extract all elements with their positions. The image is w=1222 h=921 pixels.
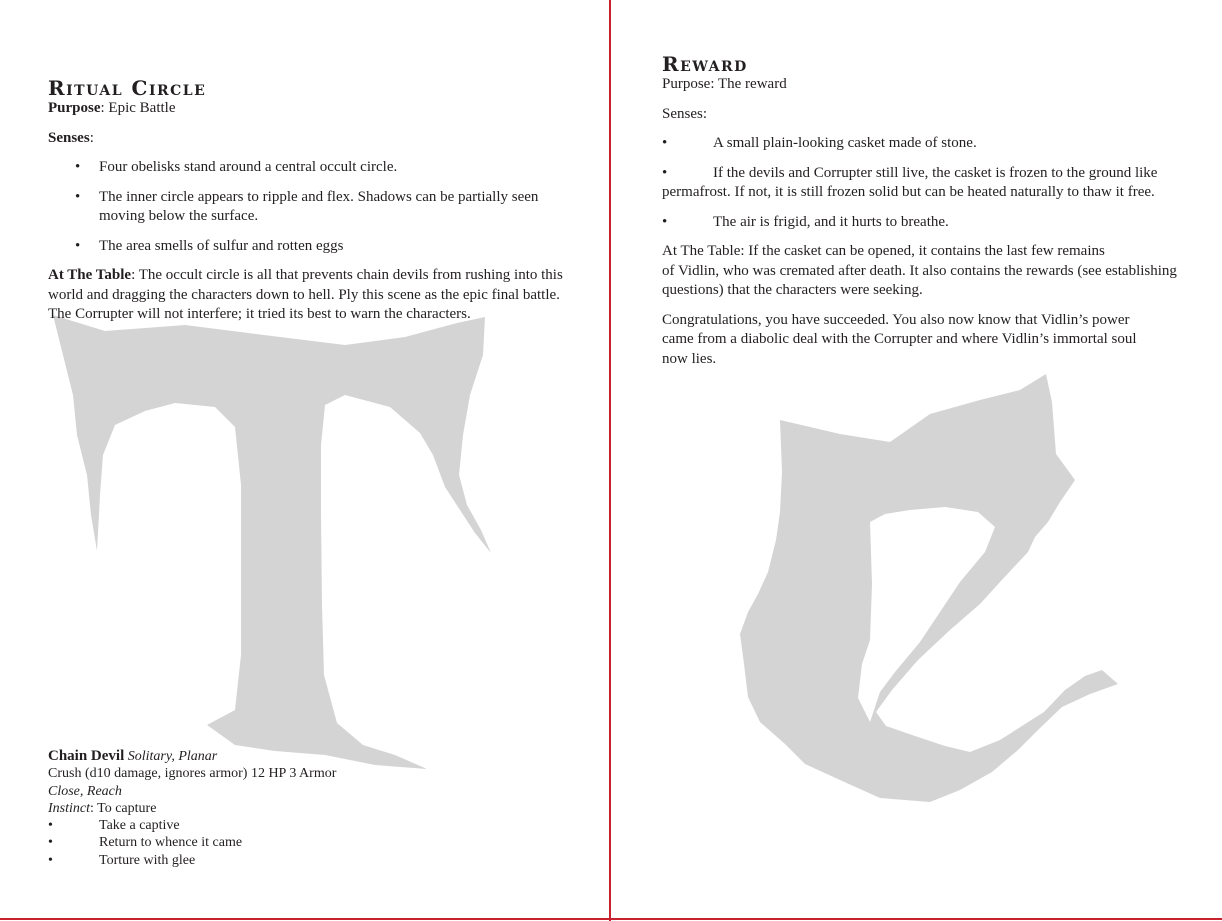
monster-moves: [48, 817, 448, 869]
bullet-icon: •: [75, 237, 81, 254]
bullet-icon: •: [662, 135, 668, 151]
list-item: [48, 188, 568, 227]
bullet-icon: •: [48, 818, 53, 834]
list-item-text: If the devils and Corrupter still live, the casket is frozen to the ground like permafrost. If not, it is still frozen solid but can be heated naturally to thaw it free.: [662, 164, 1158, 200]
page-spine-divider: [609, 0, 611, 921]
instinct-label: Instinct: [48, 800, 90, 816]
list-item: [48, 834, 448, 851]
left-page: [0, 0, 610, 921]
list-item-text: The air is frigid, and it hurts to breathe.: [713, 213, 949, 230]
instinct-value: : To capture: [90, 800, 157, 816]
right-page: [612, 0, 1222, 921]
senses-list: [662, 134, 1182, 232]
list-item: [48, 817, 448, 834]
section-heading: Ritual Circle: [48, 76, 207, 100]
list-item: [48, 852, 448, 869]
monster-instinct: [48, 800, 448, 817]
at-the-table-text: : The occult circle is all that prevents chain devils from rushing into this world and dragging the characters down to hell. Ply this scene as the epic final battle. The Corrupter will not interfere; it tried its best to warn the characters.: [48, 267, 563, 322]
purpose-value: : Epic Battle: [100, 100, 176, 116]
drop-cap-t-watermark: [45, 315, 505, 775]
monster-stat-block: [48, 748, 448, 869]
list-item: [48, 237, 568, 257]
bullet-icon: •: [48, 835, 53, 851]
move-text: Return to whence it came: [99, 835, 243, 851]
monster-attack: Crush (d10 damage, ignores armor) 12 HP 3 Armor: [48, 766, 337, 782]
bullet-icon: •: [75, 188, 81, 205]
senses-label: Senses: [48, 129, 90, 146]
at-the-table-label: At The Table: [48, 267, 132, 283]
bullet-icon: •: [48, 852, 53, 868]
move-text: Take a captive: [99, 818, 180, 834]
list-item: [662, 164, 1182, 203]
ritual-circle-section: [48, 77, 568, 325]
senses-label: Senses:: [662, 105, 707, 122]
list-item-text: A small plain-looking casket made of stone.: [713, 135, 977, 151]
drop-cap-e-watermark: [730, 372, 1130, 812]
list-item-text: The area smells of sulfur and rotten eggs: [99, 237, 344, 254]
bullet-icon: •: [662, 164, 668, 181]
list-item: [662, 134, 1182, 154]
at-the-table-paragraph: [662, 242, 1182, 301]
bullet-icon: •: [662, 213, 668, 230]
list-item: [662, 213, 1182, 233]
move-text: Torture with glee: [99, 852, 196, 868]
at-the-table-line-2: of Vidlin, who was cremated after death. It also contains the rewards (see establishing questions) that the characters were seeking.: [662, 262, 1177, 298]
purpose-label: Purpose: [48, 100, 101, 116]
purpose-line: Purpose: The reward: [662, 76, 787, 92]
list-item: [48, 158, 568, 178]
monster-tags: Solitary, Planar: [127, 749, 218, 764]
at-the-table-paragraph: [48, 266, 568, 325]
senses-colon: :: [89, 129, 94, 146]
bullet-icon: •: [75, 159, 81, 175]
monster-title: [48, 748, 448, 765]
senses-list: [48, 158, 568, 256]
monster-name: Chain Devil: [48, 748, 125, 764]
reward-section: [662, 53, 1182, 369]
senses-line: [48, 129, 568, 149]
list-item-text: The inner circle appears to ripple and flex. Shadows can be partially seen moving below the surface.: [99, 188, 539, 224]
bottom-rule: [0, 918, 1222, 920]
at-the-table-line-1: At The Table: If the casket can be opened, it contains the last few remains: [662, 243, 1105, 259]
purpose-line: [48, 99, 568, 119]
section-heading: Reward: [662, 52, 748, 76]
closing-paragraph: Congratulations, you have succeeded. You also now know that Vidlin’s power came from a diabolic deal with the Corrupter and where Vidlin’s immortal soul now lies.: [662, 311, 1137, 367]
list-item-text: Four obelisks stand around a central occult circle.: [99, 159, 398, 175]
monster-range: Close, Reach: [48, 783, 122, 799]
